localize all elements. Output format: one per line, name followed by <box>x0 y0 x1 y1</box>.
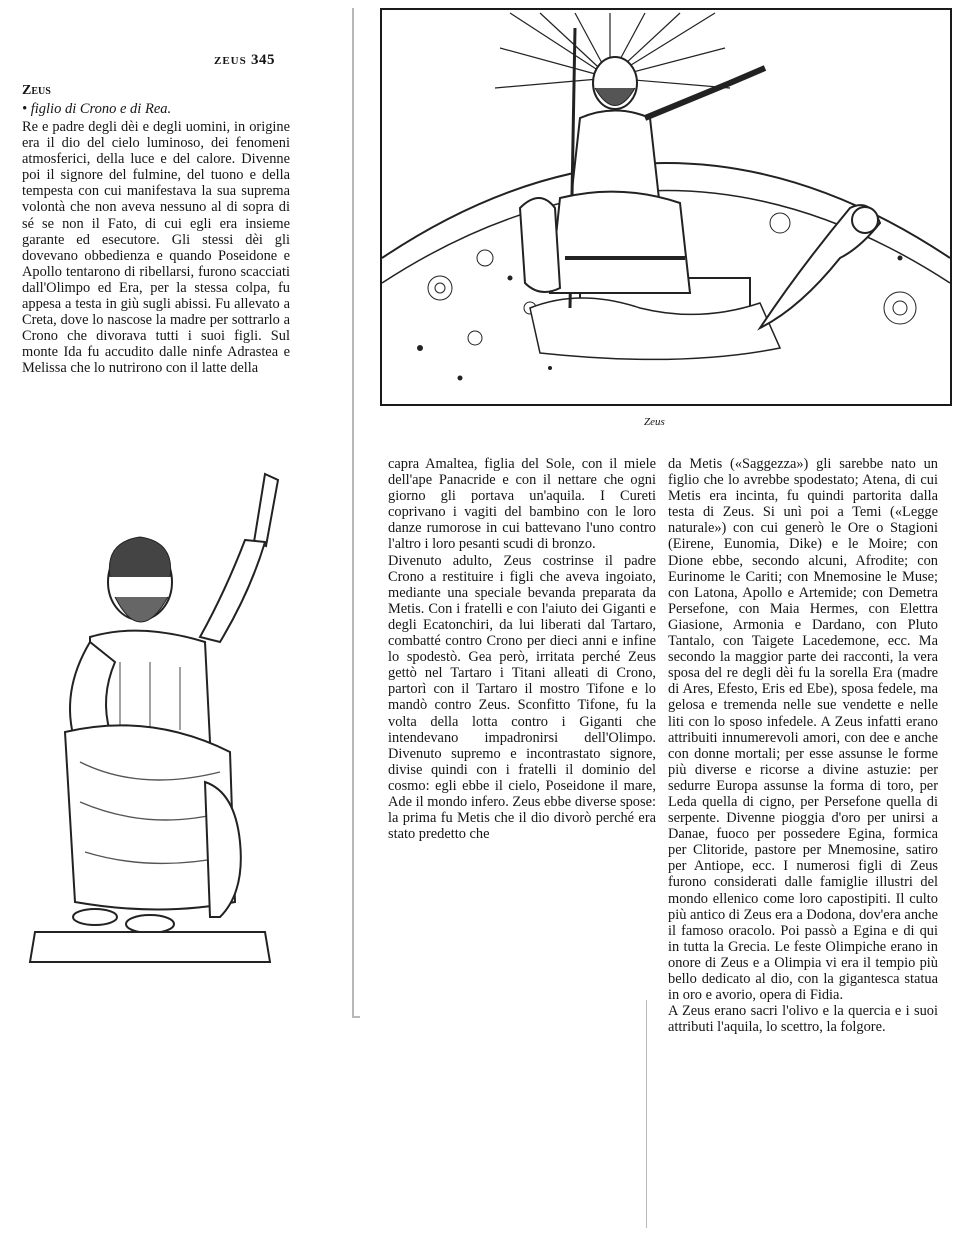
running-head: ZEUS <box>214 55 247 67</box>
illustration-caption: Zeus <box>644 416 665 428</box>
gutter-line-bottom <box>352 1016 360 1018</box>
paragraph: Re e padre degli dèi e degli uomini, in origine era il dio del cielo luminoso, dei fenomeni atmosferici, della luce e del calore. Divenne poi il signore del fulmine, del tuono e della tempesta con cui manifestava la sua suprema volontà che non aveva nessuno al di sopra di sé se non il Fato, di cui egli era insieme garante ed esecutore. Gli stessi dèi gli dovevano obbedienza e quando Poseidone e Apollo tentarono di ribellarsi, furono scacciati dall'Olimpo ed Era, per la stessa colpa, fu appesa a testa in giù sugli abissi. Fu allevato a Creta, dove lo nascose la madre per sottrarlo a Crono che divorava tutti i suoi figli. Sul monte Ida fu accudito dalle ninfe Adrastea e Melissa che lo nutrirono con il latte della <box>22 119 290 377</box>
gutter-line-left <box>352 8 354 1018</box>
page-header <box>214 52 294 69</box>
zeus-heaven-drawing <box>380 8 952 406</box>
text-column-left <box>22 119 290 377</box>
zeus-statue-illustration <box>20 462 282 982</box>
entry-subtitle: • figlio di Crono e di Rea. <box>22 101 172 117</box>
entry-title: Zeus <box>22 83 51 98</box>
paragraph: da Metis («Saggezza») gli sarebbe nato un figlio che lo avrebbe spodestato; Atena, di cui Metis era incinta, fu quindi partorita dalla testa di Zeus. Si unì poi a Temi («Legge naturale») con cui generò le Ore o Stagioni (Eirene, Eunomia, Dike) e le Moire; con Dione ebbe, secondo alcuni, Afrodite; con Eurinome le Cariti; con Mnemosine le Muse; con Latona, Apollo e Artemide; con Demetra Persefone, con Maia Hermes, con Elettra Giasione, Armonia e Dardano, con Pluto Tantalo, con Taigete Lacedemone, ecc. Ma secondo la maggior parte dei racconti, la vera sposa del re degli dèi fu la sorella Era (madre di Ares, Efesto, Eris ed Ebe), sposa fedele, ma gelosa e tremenda nelle sue vendette e nelle liti con lo sposo infedele. A Zeus infatti erano attribuiti innumerevoli amori, con dee e anche con donne mortali; per esse assunse le forme più diverse e ricorse a divine astuzie: per sedurre Europa assunse la forma di toro, per Leda quella di cigno, per Persefone quella di serpente. Divenne pioggia d'oro per unirsi a Danae, fuoco per possedere Egina, formica per Clitoride, pastore per Mnemosine, satiro per Antiope, ecc. I numerosi figli di Zeus furono considerati dalle famiglie illustri del mondo ellenico come loro capostipiti. Il culto più antico di Zeus era a Dodona, dov'era anche il famoso oracolo. Poi passò a Egina e di qui in tutta la Grecia. Le feste Olimpiche erano in onore di Zeus e a Olimpia vi era il tempio più bello dedicato al dio, con la gigantesca statua in oro e avorio, opera di Fidia. <box>668 456 938 1004</box>
zeus-enthroned-illustration <box>380 8 952 406</box>
gutter-line-right <box>646 1000 647 1228</box>
paragraph: A Zeus erano sacri l'olivo e la quercia e i suoi attributi l'aquila, lo scettro, la folgore. <box>668 1003 938 1036</box>
zeus-statue-drawing <box>20 462 282 982</box>
paragraph: Divenuto adulto, Zeus costrinse il padre Crono a restituire i figli che aveva ingoiato, mediante una speciale bevanda preparata da Metis. Con i fratelli e con l'aiuto dei Giganti e degli Ecatonchiri, da lui liberati dal Tartaro, combatté contro Crono per dieci anni e infine lo spodestò. Gea però, irritata perché Zeus gettò nel Tartaro i Titani alleati di Crono, partorì con il Tartaro il mostro Tifone e lo mandò contro Zeus. Sconfitto Tifone, fu la volta della lotta contro i Giganti che intendevano impadronirsi dell'Olimpo. Divenuto supremo e incontrastato signore, divise quindi con i fratelli il dominio del cosmo: egli ebbe il cielo, Poseidone il mare, Ade il mondo infero. Zeus ebbe diverse spose: la prima fu Metis che il dio divorò perché era stato predetto che <box>388 552 656 843</box>
paragraph: capra Amaltea, figlia del Sole, con il miele dell'ape Panacride e con il nettare che ogni giorno gli portava un'aquila. I Cureti coprivano i vagiti del bambino con le loro danze rumorose in cui battevano l'uno contro l'altro i loro pesanti scudi di bronzo. <box>388 456 656 553</box>
page-number: 345 <box>251 52 275 68</box>
text-column-right <box>668 456 938 1035</box>
text-column-middle <box>388 456 656 842</box>
